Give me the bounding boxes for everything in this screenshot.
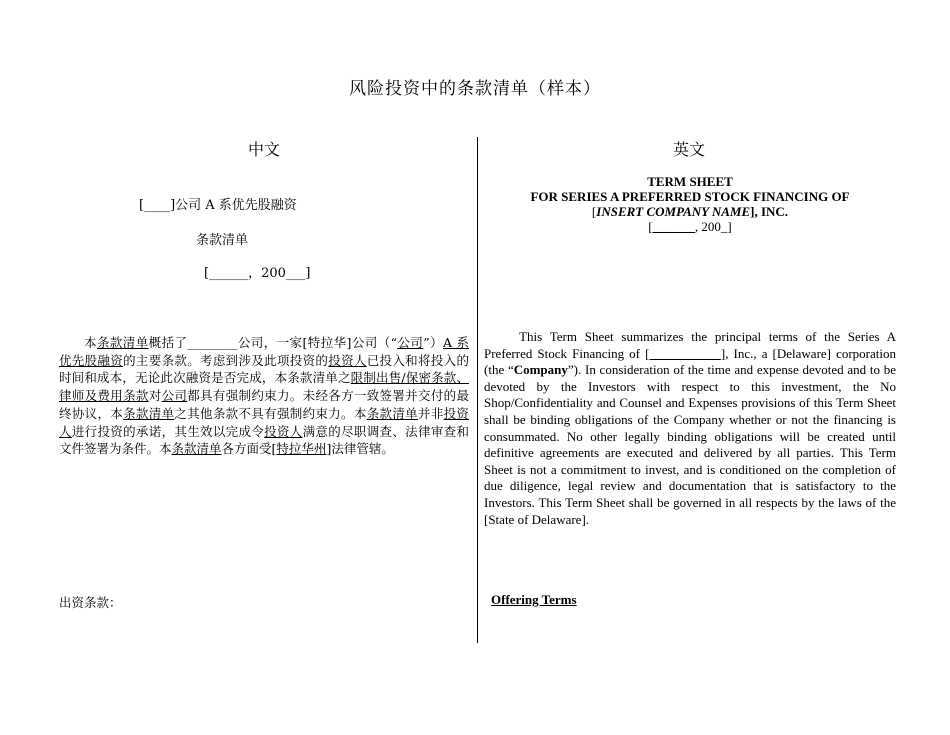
column-divider <box>477 137 478 643</box>
zh-offering-terms-heading: 出资条款： <box>59 595 122 610</box>
en-summary-paragraph: This Term Sheet summarizes the principal terms of the Series A Preferred Stock Financing of [___________], Inc., a [Delaware] corporation (the “Company”). In consideration of the time and expense devoted and to be devoted by the Investors with respect to this investment, the No Shop/Confidentiality and Counsel and Expenses provisions of this Term Sheet shall be binding obligations of the Company whether or not the financing is consummated. No other legally binding obligations will be created until definitive agreements are executed and delivered by all parties. This Term Sheet is not a commitment to invest, and is conditioned on the completion of due diligence, legal review and documentation that is satisfactory to the Investors. This Term Sheet shall be governed in all respects by the laws of the [State of Delaware]. <box>484 329 896 527</box>
en-offering-terms-heading: Offering Terms <box>491 592 577 607</box>
zh-date-line: [______，200___] <box>204 266 311 281</box>
english-column-heading: 英文 <box>673 140 706 159</box>
en-company-line: [INSERT COMPANY NAME], INC. <box>591 204 789 219</box>
zh-summary-paragraph: 本条款清单概括了________公司，一家[特拉华]公司（“公司”）A 系优先股融资的主要条款。考虑到涉及此项投资的投资人已投入和将投入的时间和成本，无论此次融资是否完成，本条款清单之限制出售/保密条款、律师及费用条款对公司都具有强制约束力。未经各方一致签署并交付的最终协议，本条款清单之其他条款不具有强制约束力。本条款清单并非投资人进行投资的承诺，其生效以完成令投资人满意的尽职调查、法律审查和文件签署为条件。本条款清单各方面受[特拉华州]法律管辖。 <box>59 335 469 457</box>
zh-term-sheet-title: 条款清单 <box>196 233 249 248</box>
zh-financing-title: [____]公司 A 系优先股融资 <box>139 198 297 213</box>
chinese-column-heading: 中文 <box>248 140 281 159</box>
en-financing-title: FOR SERIES A PREFERRED STOCK FINANCING OF <box>530 189 850 204</box>
document-title: 风险投资中的条款清单（样本） <box>349 79 601 99</box>
en-date-line: [____ __, 200_] <box>648 219 732 234</box>
en-term-sheet-title: TERM SHEET <box>647 174 733 189</box>
en-title-block <box>484 174 896 234</box>
